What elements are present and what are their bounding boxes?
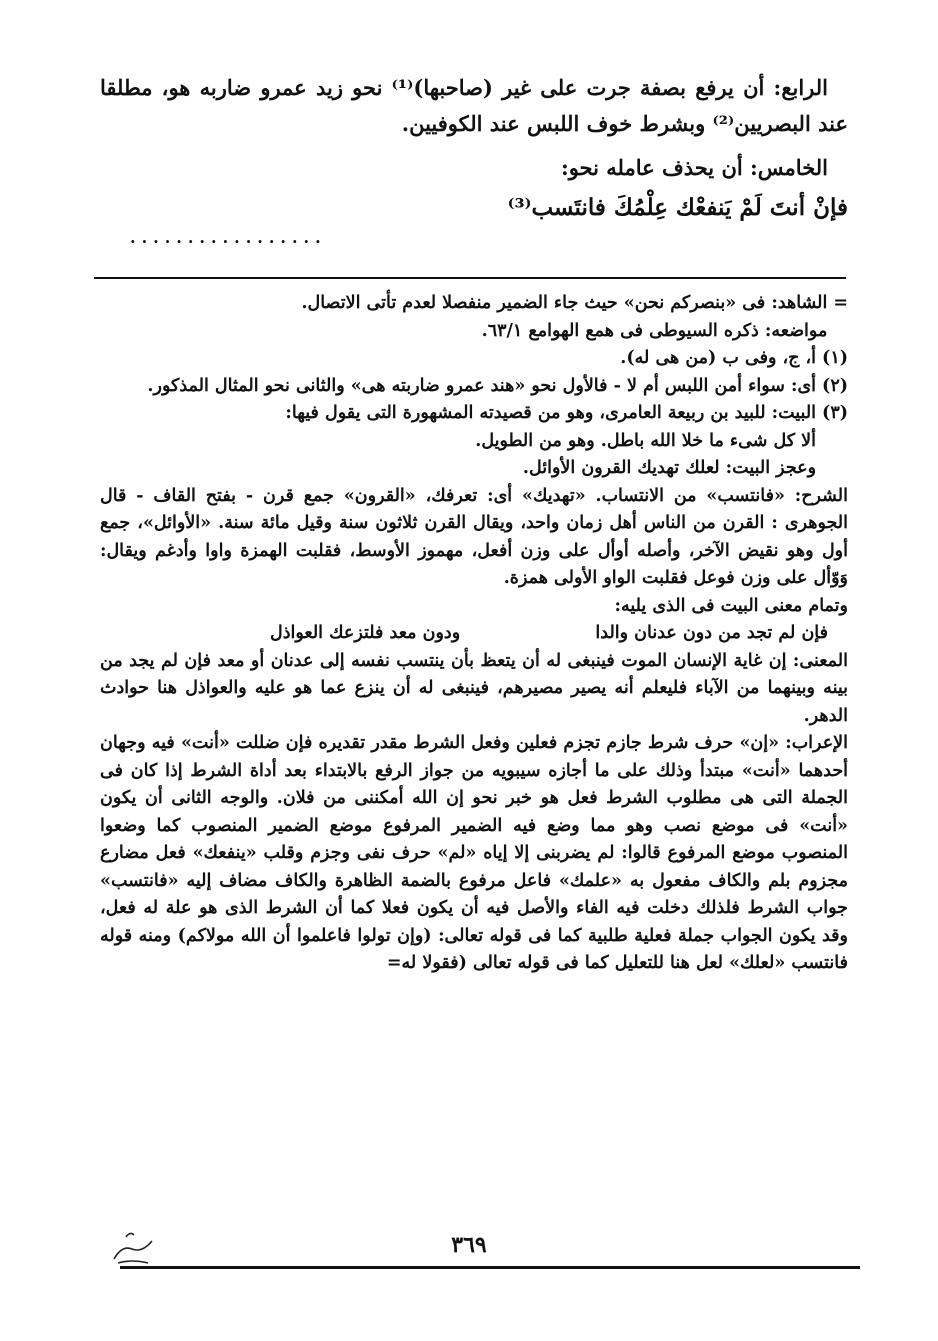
footnote-3-maana: المعنى: إن غاية الإنسان الموت فينبغى له أن يتعظ بأن ينتسب نفسه إلى عدنان أو معد فإن لم يجد من بينه وبينهما من الآباء فليعلم أنه يصير مصيرهم، فينبغى له أن ينزع عما هو عليه والعواذل هنا حوادث الدهر.: [100, 650, 848, 726]
footnote-1-text: أ، ج، وفى ب (من هى له).: [620, 348, 817, 368]
footnote-3-tamam: وتمام معنى البيت فى الذى يليه:: [614, 595, 848, 616]
footnote-2: [100, 373, 848, 401]
main-text: [100, 70, 848, 226]
footnote-3: [100, 400, 848, 483]
footnote-2-number: (٢): [822, 375, 848, 396]
footnote-3-sharh: الشرح: «فانتسب» من الانتساب. «تهديك» أى: تعرفك، «القرون» جمع قرن - بفتح القاف - قال الجوهرى : القرن من الناس أهل زمان واحد، ويقال القرن ثلاثون سنة وقيل مائة سنة. «الأوائل»، جمع أول وهو نقيض الآخر، وأصله أوأل على وزن أفعل، مهموز الأوسط، فقلبت الهمزة واوا وأدغم ويقال: وَوّأل على وزن فوعل فقلبت الواو الأولى همزة.: [100, 485, 848, 588]
footnote-3-irab: الإعراب: «إن» حرف شرط جازم تجزم فعلين وفعل الشرط مقدر تقديره فإن ضللت «أنت» فيه وجهان أحدهما «أنت» مبتدأ وذلك على ما أجازه سيبويه من جواز الرفع بالابتداء بعد أداة الشرط إذا كان فى الجملة التى هى مطلوب الشرط فعل هو خبر نحو إن الله أمكننى من فلان. والوجه الثانى أن يكون «أنت» فى موضع نصب وهو مما وضع فيه الضمير المرفوع موضع الضمير المنصوب كما وضعوا المنصوب موضع المرفوع قالوا: لم يضربنى إلا إياه «لم» حرف نفى وجزم وقلب «ينفعك» فعل مضارع مجزوم بلم والكاف مفعول به «علمك» فاعل مرفوع بالضمة الظاهرة والكاف مضاف إليه «فانتسب» جواب الشرط فلذلك دخلت فيه الفاء والأصل فيه أن يكون فعلا كما أن الشرط الذى هو علة له فعل، وقد يكون الجواب جملة فعلية طلبية كما فى قوله تعالى: (وإن تولوا فاعلموا أن الله مولاكم) ومنه قوله فانتسب «لعلك» لعل هنا للتعليل كما فى قوله تعالى (فقولا له=: [100, 733, 848, 973]
verse-line: فإنْ أنتَ لَمْ يَنفعْك عِلْمُكَ فانتَسب⁽³⁾: [507, 194, 848, 221]
paragraph-fourth: الرابع: أن يرفع بصفة جرت على غير (صاحبها)⁽¹⁾ نحو زيد عمرو ضاربه هو، مطلقا عند البصريين⁽²⁾ وبشرط خوف اللبس عند الكوفيين.: [100, 75, 848, 136]
footnote-3-number: (٣): [822, 403, 848, 423]
bottom-rule: [120, 1266, 860, 1269]
footnote-2-text: أى: سواء أمن اللبس أم لا - فالأول نحو «هند عمرو ضاربته هى» والثانى نحو المثال المذكور.: [147, 375, 817, 396]
continuation-marker: =: [833, 293, 848, 313]
footnote-mawadi: مواضعه: ذكره السيوطى فى همع الهوامع ٦٣/١.: [481, 320, 828, 341]
footnote-continuation: [100, 290, 848, 345]
footnote-separator: [94, 277, 846, 279]
footnote-shahid: الشاهد: فى «بنصركم نحن» حيث جاء الضمير منفصلا لعدم تأتى الاتصال.: [301, 293, 828, 313]
footnote-1: [100, 345, 848, 373]
footnote-1-number: (١): [822, 348, 848, 368]
page-number: ٣٦٩: [451, 1232, 487, 1258]
verse-first-hemistich: فإن لم تجد من دون عدنان والدا: [595, 623, 828, 643]
paragraph-fifth: الخامس: أن يحذف عامله نحو:: [560, 155, 828, 180]
footnote-3-intro: البيت: للبيد بن ربيعة العامرى، وهو من قصيدته المشهورة التى يقول فيها:: [285, 403, 817, 423]
footnote-3-ajz: وعجز البيت: لعلك تهديك القرون الأوائل.: [522, 458, 817, 478]
footnote-3-verse: [100, 620, 848, 648]
footnote-3-sadr: ألا كل شىء ما خلا الله باطل. وهو من الطويل.: [475, 430, 817, 451]
verse-second-hemistich: ودون معد فلتزعك العواذل: [270, 623, 461, 643]
verse-dots: .................: [130, 228, 327, 247]
footnotes: [100, 290, 848, 978]
